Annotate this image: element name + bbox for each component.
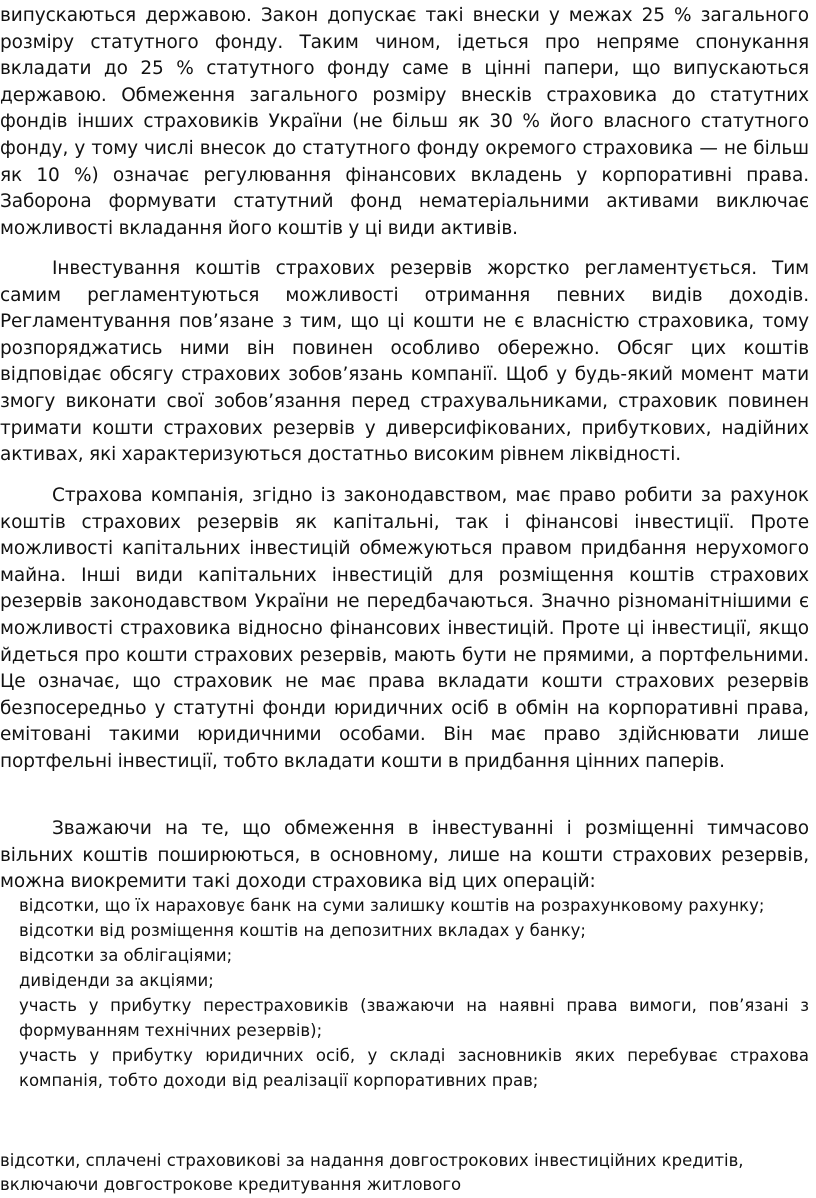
paragraph-1: випускаються державою. Закон допускає такі внески у межах 25 % загального розміру статутного фонду. Таким чином, ідеться про непряме спонукання вкладати до 25 % статутного фонду саме в цінні папери, що випускаються державою. Обмеження загального розміру внесків страховика до статутних фондів інших страховиків України (не більш як 30 % його власного статутного фонду, у тому числі внесок до статутного фонду окремого страховика — не більш як 10 %) означає регулювання фінансових вкладень у корпоративні права. Заборона формувати статутний фонд нематеріальними активами виключає можливості вкладання його коштів у ці види активів. xyxy=(0,5,809,239)
paragraph-4: Зважаючи на те, що обмеження в інвестуванні і розміщенні тимчасово вільних коштів поширюються, в основному, лише на кошти страхових резервів, можна виокремити такі доходи страховика від цих операцій: xyxy=(0,818,809,893)
list-item: відсотки від розміщення коштів на депозитних вкладах у банку; xyxy=(19,921,586,940)
list-item: відсотки за облігаціями; xyxy=(19,946,233,965)
list-item: відсотки, що їх нараховує банк на суми залишку коштів на розрахунковому рахунку; xyxy=(19,896,765,915)
paragraph-3: Страхова компанія, згідно із законодавством, має право робити за рахунок коштів страхових резервів як капітальні, так і фінансові інвестиції. Проте можливості капітальних інвестицій обмежуються правом придбання нерухомого майна. Інші види капітальних інвестицій для розміщення коштів страхових резервів законодавством України не передбачаються. Значно різноманітнішими є можливості страховика відносно фінансових інвестицій. Проте ці інвестиції, якщо йдеться про кошти страхових резервів, мають бути не прямими, а портфельними. Це означає, що страховик не має права вкладати кошти страхових резервів безпосередньо у статутні фонди юридичних осіб в обмін на корпоративні права, емітовані такими юридичними особами. Він має право здійснювати лише портфельні інвестиції, тобто вкладати кошти в придбання цінних паперів. xyxy=(0,485,809,772)
income-list xyxy=(19,893,809,1093)
paragraph-2: Інвестування коштів страхових резервів жорстко регламентується. Тим самим регламентуються можливості отримання певних видів доходів. Регламентування пов’язане з тим, що ці кошти не є власністю страховика, тому розпоряджатись ними він повинен особливо обережно. Обсяг цих коштів відповідає обсягу страхових зобов’язань компанії. Щоб у будь-який момент мати змогу виконати свої зобов’язання перед страхувальниками, страховик повинен тримати кошти страхових резервів у диверсифікованих, прибуткових, надійних активах, які характеризуються достатньо високим рівнем ліквідності. xyxy=(0,258,809,466)
list-item: участь у прибутку перестраховиків (зважаючи на наявні права вимоги, пов’язані з формуванням технічних резервів); xyxy=(19,996,809,1040)
list-item: участь у прибутку юридичних осіб, у складі засновників яких перебуває страхова компанія, тобто доходи від реалізації корпоративних прав; xyxy=(19,1046,809,1090)
list-item: дивіденди за акціями; xyxy=(19,971,214,990)
trailing-paragraph: відсотки, сплачені страховикові за надання довгострокових інвестиційних кредитів, включаючи довгострокове кредитування житлового xyxy=(0,1151,744,1194)
